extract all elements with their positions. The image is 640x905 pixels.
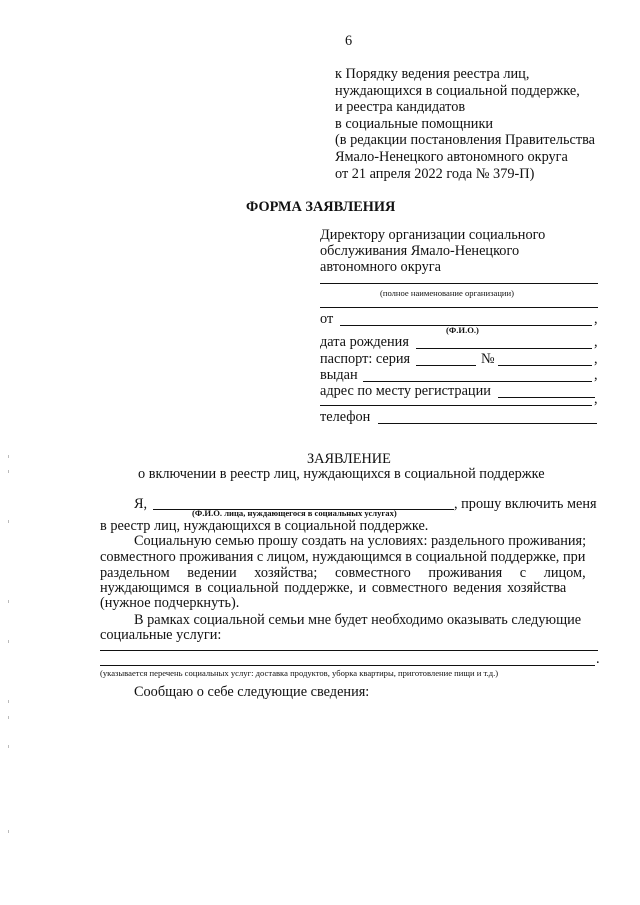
services-field[interactable]: [100, 650, 598, 651]
form-title: ФОРМА ЗАЯВЛЕНИЯ: [246, 199, 396, 215]
phone-label: телефон: [320, 409, 371, 425]
birth-date-label: дата рождения: [320, 334, 409, 350]
header-line: к Порядку ведения реестра лиц,: [335, 66, 530, 82]
paragraph-line: социальные услуги:: [100, 627, 222, 643]
paragraph-line: в реестр лиц, нуждающихся в социальной поддержке.: [100, 518, 429, 534]
addressee-line: Директору организации социального: [320, 227, 546, 243]
header-line: Ямало-Ненецкого автономного округа: [335, 149, 568, 165]
paragraph-line: Социальную семью прошу создать на условиях: раздельного проживания;: [134, 533, 587, 549]
passport-number-label: №: [481, 351, 495, 367]
statement-fio-caption: (Ф.И.О. лица, нуждающегося в социальных услугах): [192, 508, 397, 518]
addressee-line: обслуживания Ямало-Ненецкого: [320, 243, 520, 259]
header-line: от 21 апреля 2022 года № 379-П): [335, 166, 535, 182]
organization-name-field[interactable]: [320, 283, 598, 284]
header-line: в социальные помощники: [335, 116, 494, 132]
comma: ,: [594, 311, 598, 327]
statement-title: ЗАЯВЛЕНИЕ: [307, 451, 391, 467]
addressee-line: автономного округа: [320, 259, 441, 275]
paragraph-line: Сообщаю о себе следующие сведения:: [134, 684, 370, 700]
page-number: 6: [345, 33, 353, 49]
comma: ,: [594, 391, 598, 407]
header-line: нуждающихся в социальной поддержке,: [335, 83, 580, 99]
comma: ,: [594, 351, 598, 367]
paragraph-line: совместного проживания с лицом, нуждающимся в социальной поддержке, при: [100, 549, 586, 565]
services-caption: (указывается перечень социальных услуг: доставка продуктов, уборка квартиры, приготовление пищи и т.д.): [100, 668, 499, 678]
address-field[interactable]: [498, 397, 595, 398]
comma: ,: [594, 367, 598, 383]
services-field-2[interactable]: [100, 665, 595, 666]
issued-field[interactable]: [363, 381, 592, 382]
scan-margin-marks: [8, 0, 11, 905]
paragraph-line: В рамках социальной семьи мне будет необходимо оказывать следующие: [134, 612, 582, 628]
services-end-dot: .: [596, 651, 600, 667]
passport-series-field[interactable]: [416, 365, 476, 366]
phone-field[interactable]: [378, 423, 597, 424]
statement-request-text: , прошу включить меня: [454, 496, 597, 512]
comma: ,: [594, 334, 598, 350]
address-label: адрес по месту регистрации: [320, 383, 491, 399]
header-line: (в редакции постановления Правительства: [335, 132, 596, 148]
organization-caption: (полное наименование организации): [380, 288, 514, 298]
from-label: от: [320, 311, 334, 327]
organization-name-field-2[interactable]: [320, 307, 598, 308]
paragraph-line: раздельном ведении хозяйства; совместного проживания с лицом,: [100, 565, 586, 581]
header-line: и реестра кандидатов: [335, 99, 466, 115]
paragraph-line: (нужное подчеркнуть).: [100, 595, 240, 611]
fio-caption: (Ф.И.О.): [446, 325, 479, 335]
statement-subtitle: о включении в реестр лиц, нуждающихся в социальной поддержке: [138, 466, 545, 482]
paragraph-line: нуждающимся в социальной поддержке, и совместного ведения хозяйства: [100, 580, 567, 596]
passport-number-field[interactable]: [498, 365, 592, 366]
ya-label: Я,: [134, 496, 148, 512]
issued-label: выдан: [320, 367, 358, 383]
passport-series-label: паспорт: серия: [320, 351, 411, 367]
address-field-2[interactable]: [320, 405, 592, 406]
birth-date-field[interactable]: [416, 348, 592, 349]
